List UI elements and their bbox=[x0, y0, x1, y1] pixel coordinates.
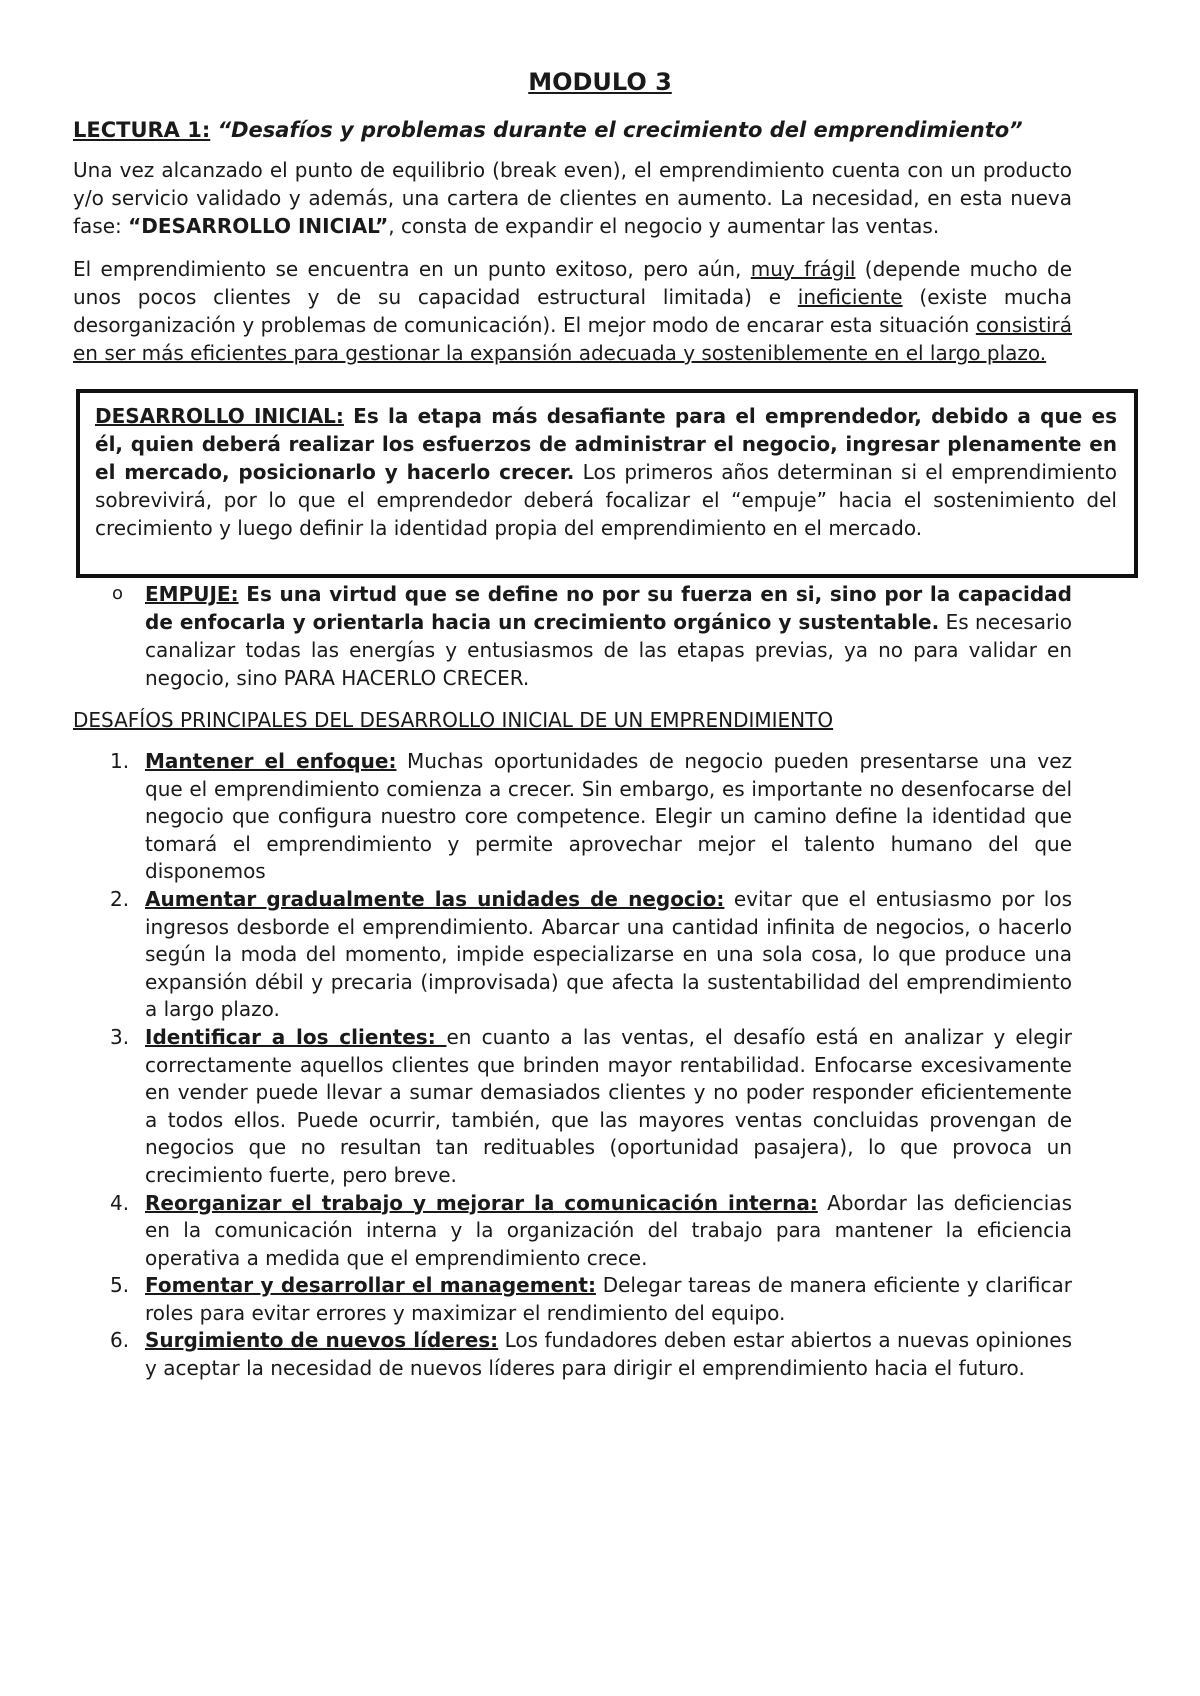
challenge-title: Surgimiento de nuevos líderes: bbox=[145, 1328, 499, 1353]
definition-label: DESARROLLO INICIAL: bbox=[95, 404, 344, 428]
bullet-marker: o bbox=[112, 583, 124, 604]
definition-box bbox=[76, 389, 1138, 578]
situation-text-2: (depende mucho de unos pocos clientes y de su capacidad estructural limitada) e bbox=[73, 257, 1073, 309]
situation-text-3: (existe mucha desorganización y problemas de comunicación). El mejor modo de encarar esta situación bbox=[73, 285, 1073, 337]
challenge-text: Abordar las deficiencias en la comunicación interna y la organización del trabajo para mantener la eficiencia operativa a medida que el emprendimiento crece. bbox=[145, 1190, 1072, 1270]
empuje-bold-text: Es una virtud que se define no por su fuerza en si, sino por la capacidad de enfocarla y orientarla hacia un crecimiento orgánico y sustentable. bbox=[145, 582, 1072, 634]
definition-text: Los primeros años determinan si el emprendimiento sobrevivirá, por lo que el emprendedor deberá focalizar el “empuje” hacia el sostenimiento del crecimiento y luego definir la identidad propia del emprendimiento en el mercado. bbox=[95, 460, 1117, 540]
challenge-text: Muchas oportunidades de negocio pueden presentarse una vez que el emprendimiento comienza a crecer. Sin embargo, es importante no desenfocarse del negocio que configura nuestro core competence. Elegir un camino define la identidad que tomará el emprendimiento y permite aprovechar mejor el talento humano del que disponemos bbox=[145, 749, 1072, 884]
challenge-text: en cuanto a las ventas, el desafío está en analizar y elegir correctamente aquellos clientes que brinden mayor rentabilidad. Enfocarse excesivamente en vender puede llevar a sumar demasiados clientes y no poder responder eficientemente a todos ellos. Puede ocurrir, también, que las mayores ventas concluidas provengan de negocios que no resultan tan redituables (oportunidad pasajera), lo que provoca un crecimiento fuerte, pero breve. bbox=[145, 1024, 1072, 1187]
challenge-title: Fomentar y desarrollar el management: bbox=[145, 1273, 596, 1298]
list-item bbox=[73, 1327, 1072, 1382]
list-item bbox=[73, 1272, 1072, 1327]
list-number: 2. bbox=[110, 886, 130, 911]
list-number: 4. bbox=[110, 1190, 130, 1215]
empuje-label: EMPUJE: bbox=[145, 582, 239, 606]
intro-bold-phase: “DESARROLLO INICIAL” bbox=[128, 214, 389, 238]
module-title: MODULO 3 bbox=[528, 68, 672, 96]
situation-text-1: El emprendimiento se encuentra en un punto exitoso, pero aún, bbox=[73, 257, 751, 281]
definition-bold-text: Es la etapa más desafiante para el emprendedor, debido a que es él, quien deberá realizar los esfuerzos de administrar el negocio, ingresar plenamente en el mercado, posicionarlo y hacerlo crecer. bbox=[95, 404, 1117, 484]
empuje-bullet bbox=[73, 580, 1072, 692]
challenge-text: evitar que el entusiasmo por los ingresos desborde el emprendimiento. Abarcar una cantidad infinita de negocios, o hacerlo según la moda del momento, impide especializarse en una sola cosa, lo que produce una expansión débil y precaria (improvisada) que afecta la sustentabilidad del emprendimiento a largo plazo. bbox=[145, 886, 1072, 1022]
challenge-title: Reorganizar el trabajo y mejorar la comunicación interna: bbox=[145, 1190, 818, 1215]
list-item bbox=[73, 748, 1072, 886]
list-item bbox=[73, 1190, 1072, 1273]
list-number: 6. bbox=[110, 1328, 130, 1353]
intro-paragraph bbox=[73, 156, 1072, 240]
intro-text-2: , consta de expandir el negocio y aumentar las ventas. bbox=[388, 214, 940, 238]
situation-underline-conclusion: consistirá en ser más eficientes para gestionar la expansión adecuada y sosteniblemente en el largo plazo. bbox=[73, 313, 1072, 365]
challenge-title: Aumentar gradualmente las unidades de negocio: bbox=[145, 886, 725, 911]
challenge-title: Identificar a los clientes: bbox=[145, 1024, 447, 1049]
challenge-title: Mantener el enfoque: bbox=[145, 749, 397, 773]
empuje-text: Es necesario canalizar todas las energías y entusiasmos de las etapas previas, ya no para validar en negocio, sino PARA HACERLO CRECER. bbox=[145, 610, 1072, 690]
reading-label: LECTURA 1: bbox=[73, 118, 211, 142]
situation-underline-ineficiente: ineficiente bbox=[797, 285, 903, 309]
challenges-list bbox=[73, 748, 1072, 1383]
challenge-text: Los fundadores deben estar abiertos a nuevas opiniones y aceptar la necesidad de nuevos líderes para dirigir el emprendimiento hacia el futuro. bbox=[145, 1328, 1073, 1381]
list-number: 5. bbox=[110, 1273, 130, 1298]
challenge-text: Delegar tareas de manera eficiente y clarificar roles para evitar errores y maximizar el rendimiento del equipo. bbox=[145, 1273, 1072, 1325]
list-item bbox=[73, 1024, 1072, 1190]
reading-title: “Desafíos y problemas durante el crecimiento del emprendimiento” bbox=[217, 118, 1023, 142]
situation-paragraph bbox=[73, 255, 1072, 367]
list-number: 1. bbox=[110, 749, 130, 773]
list-item bbox=[73, 886, 1072, 1024]
list-number: 3. bbox=[110, 1024, 130, 1049]
challenges-heading: DESAFÍOS PRINCIPALES DEL DESARROLLO INICIAL DE UN EMPRENDIMIENTO bbox=[73, 708, 834, 732]
reading-heading bbox=[73, 116, 1072, 145]
situation-underline-fragil: muy frágil bbox=[750, 257, 856, 281]
intro-text-1: Una vez alcanzado el punto de equilibrio (break even), el emprendimiento cuenta con un producto y/o servicio validado y además, una cartera de clientes en aumento. La necesidad, en esta nueva fase: bbox=[73, 158, 1072, 238]
